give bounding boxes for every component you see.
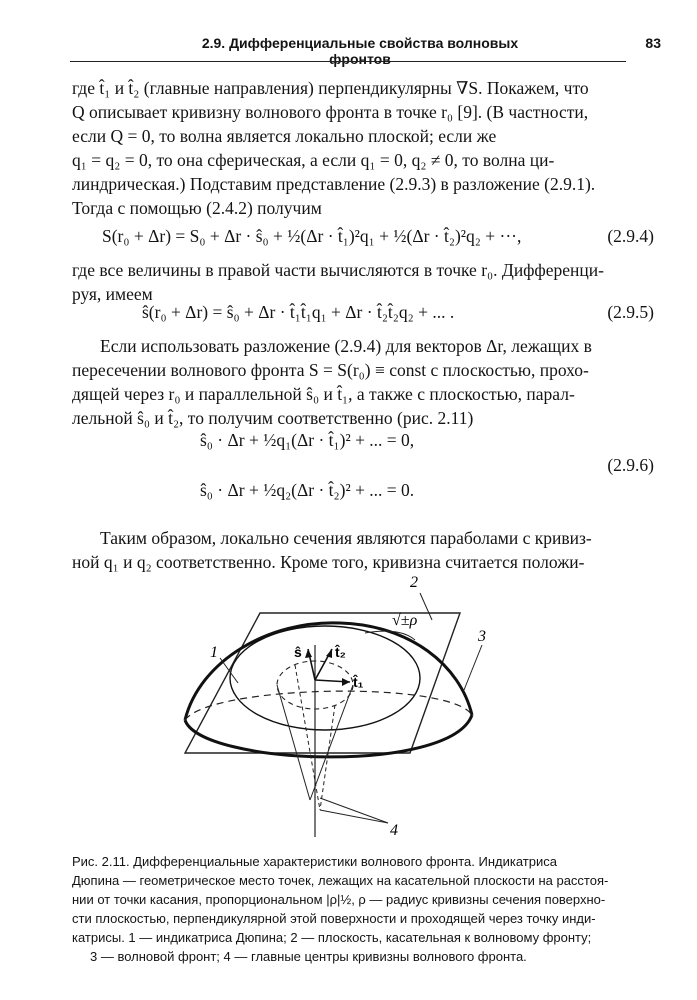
equation-expression: ŝ₀ · Δr + ½q₁(Δr · t̂₁)² + ... = 0, xyxy=(200,430,415,450)
text-line: Если использовать разложение (2.9.4) для векторов Δr, лежащих в xyxy=(100,336,592,356)
label-t2: t̂₂ xyxy=(335,644,346,660)
paragraph-1 xyxy=(72,76,654,220)
label-s-hat: ŝ xyxy=(294,644,302,660)
label-leader-4 xyxy=(320,810,388,823)
equation-number: (2.9.4) xyxy=(607,226,654,246)
text-line: дящей через r₀ и параллельной ŝ₀ и t̂₁, а также с плоскостью, парал- xyxy=(72,384,575,404)
equation-number: (2.9.5) xyxy=(607,302,654,322)
running-head: 2.9. Дифференциальные свойства волновых фронтов xyxy=(201,35,519,67)
header-rule xyxy=(70,61,626,62)
label-2: 2 xyxy=(410,574,418,591)
cone-line xyxy=(277,685,310,800)
label-sqrt-rho: √±ρ xyxy=(392,612,418,629)
equation-expression: ŝ₀ · Δr + ½q₂(Δr · t̂₂)² + ... = 0. xyxy=(200,480,415,500)
paragraph-3 xyxy=(72,334,654,430)
figure-2-11 xyxy=(160,565,500,850)
text-line: руя, имеем xyxy=(72,284,153,304)
caption-line: Дюпина — геометрическое место точек, лежащих на касательной плоскости на расстоя- xyxy=(72,873,609,888)
text-line: линдрическая.) Подставим представление (2.9.3) в разложение (2.9.1). xyxy=(72,174,596,194)
text-line: пересечении волнового фронта S = S(r₀) ≡ const с плоскостью, прохо- xyxy=(72,360,589,380)
cone-line xyxy=(295,665,320,810)
dupin-indicatrix xyxy=(230,626,420,730)
body-text-3 xyxy=(72,334,654,430)
text-line: ной q₁ и q₂ соответственно. Кроме того, кривизна считается положи- xyxy=(72,552,585,572)
caption-line: 3 — волновой фронт; 4 — главные центры кривизны волнового фронта. xyxy=(90,949,527,964)
equation-number: (2.9.6) xyxy=(607,455,654,475)
paragraph-2 xyxy=(72,258,654,306)
text-line: Таким образом, локально сечения являются параболами с кривиз- xyxy=(100,528,592,548)
caption-line: нии от точки касания, пропорциональном |ρ|½, ρ — радиус кривизны сечения поверхно- xyxy=(72,892,606,907)
label-t1: t̂₁ xyxy=(353,674,364,690)
text-line: лельной ŝ₀ и t̂₂, то получим соответственно (рис. 2.11) xyxy=(72,408,474,428)
caption-line: сти плоскостью, перпендикулярной этой поверхности и проходящей через точку инди- xyxy=(72,911,596,926)
equation-expression: S(r₀ + Δr) = S₀ + Δr · ŝ₀ + ½(Δr · t̂₁)²q₁ + ½(Δr · t̂₂)²q₂ + ···, xyxy=(102,226,522,246)
tangent-plane xyxy=(185,613,460,753)
label-leader-4 xyxy=(320,798,388,823)
label-3: 3 xyxy=(478,628,486,645)
equation-expression: ŝ(r₀ + Δr) = ŝ₀ + Δr · t̂₁t̂₁q₁ + Δr · t̂₂t̂₂q₂ + ... . xyxy=(142,302,455,322)
label-4: 4 xyxy=(390,822,398,839)
text-line: если Q = 0, то волна является локально плоской; если же xyxy=(72,126,497,146)
body-text xyxy=(72,76,654,220)
text-line: q₁ = q₂ = 0, то она сферическая, а если q₁ = 0, q₂ ≠ 0, то волна ци- xyxy=(72,150,555,170)
label-leader-2 xyxy=(420,593,432,620)
text-line: где все величины в правой части вычисляются в точке r₀. Дифференци- xyxy=(72,260,604,280)
label-1: 1 xyxy=(210,644,218,661)
cone-line xyxy=(310,685,353,800)
wavefront-base-back xyxy=(185,691,472,720)
figure-svg xyxy=(160,565,500,845)
figure-caption xyxy=(72,852,654,966)
page-number: 83 xyxy=(645,35,661,51)
text-line: Q описывает кривизну волнового фронта в точке r₀ [9]. (В частности, xyxy=(72,102,589,122)
text-line: Тогда с помощью (2.4.2) получим xyxy=(72,198,322,218)
caption-line: катрисы. 1 — индикатриса Дюпина; 2 — плоскость, касательная к волновому фронту; xyxy=(72,930,592,945)
label-leader-3 xyxy=(464,645,482,690)
caption-line: Рис. 2.11. Дифференциальные характеристики волнового фронта. Индикатриса xyxy=(72,854,557,869)
body-text-2 xyxy=(72,258,654,306)
text-line: где t̂₁ и t̂₂ (главные направления) перпендикулярны ∇S. Покажем, что xyxy=(72,78,589,98)
